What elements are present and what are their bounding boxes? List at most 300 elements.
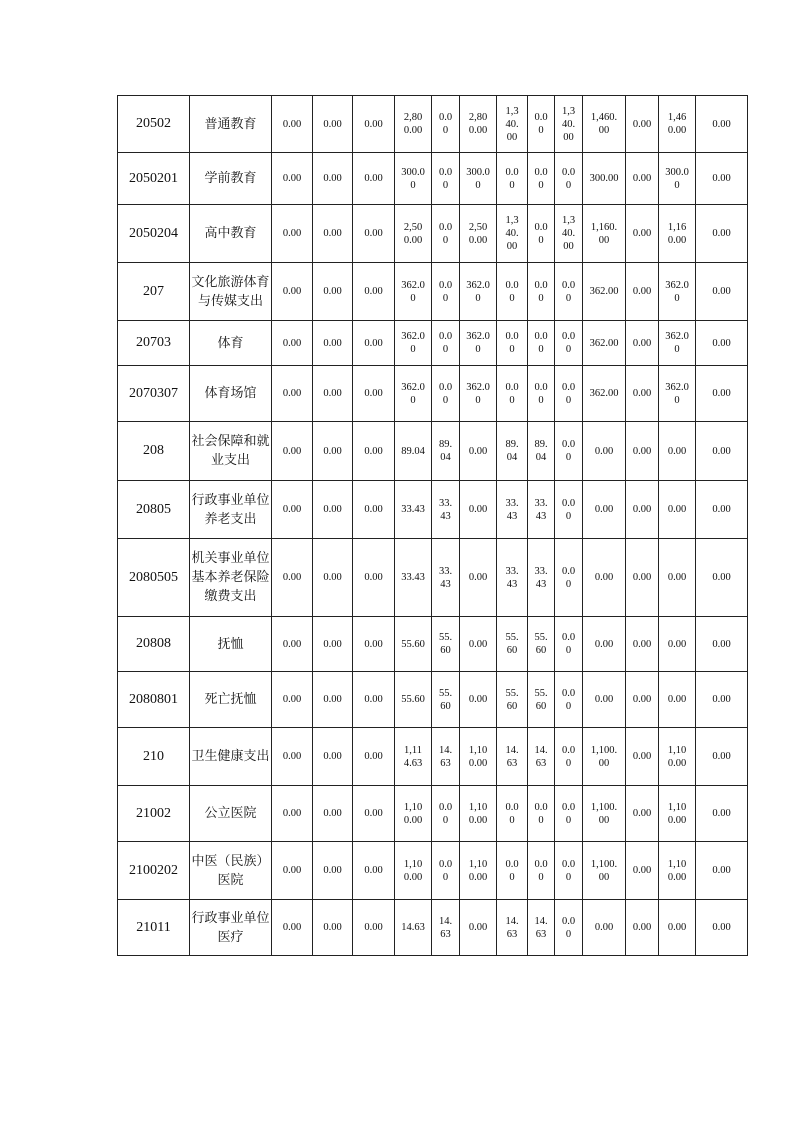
amount-value: 1,100.00 — [468, 858, 488, 883]
amount-value: 0.00 — [712, 922, 731, 933]
subject-code-cell: 2070307 — [118, 366, 190, 422]
amount-value: 362.00 — [466, 331, 490, 355]
amount-cell — [626, 900, 659, 956]
amount-value: 0.00 — [364, 694, 383, 705]
amount-cell — [528, 539, 555, 617]
amount-cell — [583, 96, 626, 153]
amount-cell — [313, 786, 353, 842]
amount-value: 0.00 — [632, 751, 652, 762]
amount-cell — [626, 672, 659, 728]
amount-cell — [395, 617, 432, 672]
amount-cell — [353, 481, 395, 539]
amount-value: 0.00 — [468, 572, 488, 583]
amount-cell — [272, 786, 313, 842]
amount-value: 0.00 — [561, 744, 576, 769]
amount-cell — [528, 728, 555, 786]
amount-value: 0.00 — [364, 504, 383, 515]
amount-cell — [555, 786, 583, 842]
amount-value: 362.00 — [401, 279, 425, 304]
subject-code-cell: 20502 — [118, 96, 190, 153]
table-row — [118, 842, 748, 900]
amount-cell — [460, 539, 497, 617]
amount-value: 0.00 — [534, 112, 548, 136]
amount-cell — [313, 366, 353, 422]
amount-cell — [555, 617, 583, 672]
amount-value: 300.00 — [665, 166, 689, 191]
amount-cell — [555, 321, 583, 366]
amount-cell — [313, 205, 353, 263]
amount-value: 0.00 — [561, 915, 576, 940]
amount-value: 0.00 — [323, 504, 342, 515]
amount-cell — [432, 672, 460, 728]
amount-cell — [528, 96, 555, 153]
amount-value: 14.63 — [505, 744, 519, 769]
amount-cell — [497, 617, 528, 672]
amount-value: 0.00 — [561, 381, 576, 406]
amount-cell — [555, 728, 583, 786]
amount-cell — [659, 842, 696, 900]
amount-value: 0.00 — [632, 228, 652, 239]
subject-code-cell: 2050201 — [118, 153, 190, 205]
amount-cell — [432, 728, 460, 786]
amount-value: 0.00 — [594, 638, 614, 650]
amount-value: 14.63 — [505, 915, 519, 940]
amount-value: 0.00 — [594, 572, 614, 583]
amount-value: 0.00 — [364, 865, 383, 876]
amount-cell — [528, 422, 555, 481]
subject-code-cell: 2080505 — [118, 539, 190, 617]
amount-value: 0.00 — [505, 801, 519, 826]
amount-value: 89.04 — [534, 439, 548, 463]
amount-value: 0.00 — [632, 445, 652, 457]
amount-value: 1,340.00 — [561, 215, 576, 252]
amount-value: 0.00 — [282, 388, 302, 399]
amount-value: 55.60 — [505, 687, 519, 712]
amount-value: 0.00 — [594, 922, 614, 933]
amount-cell — [626, 539, 659, 617]
amount-value: 1,100.00 — [590, 858, 618, 883]
amount-value: 0.00 — [323, 694, 342, 705]
amount-value: 0.00 — [632, 922, 652, 933]
amount-value: 0.00 — [438, 381, 453, 406]
amount-cell — [272, 672, 313, 728]
table-row — [118, 153, 748, 205]
amount-cell — [497, 366, 528, 422]
amount-cell — [460, 153, 497, 205]
amount-value: 0.00 — [282, 808, 302, 819]
amount-value: 0.00 — [438, 801, 453, 826]
amount-cell — [626, 481, 659, 539]
amount-cell — [528, 153, 555, 205]
amount-value: 0.00 — [323, 572, 342, 583]
amount-value: 0.00 — [534, 381, 548, 406]
amount-cell — [696, 728, 748, 786]
amount-cell — [626, 263, 659, 321]
amount-cell — [659, 96, 696, 153]
amount-value: 362.00 — [589, 337, 619, 349]
table-row — [118, 422, 748, 481]
amount-value: 0.00 — [282, 694, 302, 705]
amount-cell — [395, 96, 432, 153]
amount-value: 2,500.00 — [403, 221, 423, 246]
amount-value: 0.00 — [534, 279, 548, 304]
amount-value: 0.00 — [282, 337, 302, 349]
amount-value: 0.00 — [534, 801, 548, 826]
table-row — [118, 481, 748, 539]
amount-cell — [432, 422, 460, 481]
amount-value: 0.00 — [632, 173, 652, 184]
amount-value: 0.00 — [534, 858, 548, 883]
amount-value: 33.43 — [438, 497, 453, 522]
amount-value: 362.00 — [401, 381, 425, 406]
table-row — [118, 321, 748, 366]
amount-cell — [583, 900, 626, 956]
amount-value: 33.43 — [438, 565, 453, 590]
amount-cell — [659, 422, 696, 481]
amount-cell — [272, 481, 313, 539]
amount-cell — [460, 617, 497, 672]
amount-cell — [696, 422, 748, 481]
amount-value: 1,340.00 — [505, 215, 519, 252]
amount-cell — [696, 617, 748, 672]
amount-cell — [460, 321, 497, 366]
amount-value: 362.00 — [665, 279, 689, 304]
amount-value: 0.00 — [323, 173, 342, 184]
amount-cell — [659, 321, 696, 366]
amount-cell — [395, 539, 432, 617]
amount-value: 0.00 — [712, 337, 731, 349]
amount-cell — [460, 263, 497, 321]
amount-value: 0.00 — [534, 221, 548, 246]
subject-name-cell: 社会保障和就业支出 — [190, 422, 272, 481]
amount-value: 1,460.00 — [590, 112, 618, 136]
amount-cell — [696, 321, 748, 366]
amount-value: 0.00 — [712, 638, 731, 650]
amount-value: 0.00 — [282, 228, 302, 239]
amount-cell — [528, 900, 555, 956]
amount-value: 0.00 — [364, 337, 383, 349]
amount-value: 0.00 — [282, 445, 302, 457]
amount-cell — [272, 842, 313, 900]
amount-value: 33.43 — [401, 572, 425, 583]
amount-cell — [460, 900, 497, 956]
amount-value: 55.60 — [534, 632, 548, 656]
amount-value: 0.00 — [505, 279, 519, 304]
amount-cell — [497, 422, 528, 481]
amount-cell — [626, 205, 659, 263]
amount-cell — [272, 617, 313, 672]
amount-cell — [432, 786, 460, 842]
amount-value: 0.00 — [364, 808, 383, 819]
amount-cell — [497, 728, 528, 786]
amount-cell — [626, 786, 659, 842]
amount-cell — [460, 672, 497, 728]
amount-cell — [353, 366, 395, 422]
amount-cell — [528, 672, 555, 728]
amount-cell — [626, 366, 659, 422]
amount-cell — [432, 321, 460, 366]
amount-value: 2,800.00 — [468, 112, 488, 136]
amount-value: 0.00 — [282, 118, 302, 130]
amount-value: 33.43 — [505, 497, 519, 522]
amount-cell — [313, 672, 353, 728]
amount-cell — [497, 672, 528, 728]
amount-value: 0.00 — [364, 286, 383, 297]
amount-value: 0.00 — [364, 173, 383, 184]
amount-value: 0.00 — [323, 808, 342, 819]
amount-value: 33.43 — [534, 565, 548, 590]
amount-cell — [583, 366, 626, 422]
amount-value: 1,100.00 — [667, 744, 687, 769]
amount-cell — [555, 205, 583, 263]
amount-cell — [395, 672, 432, 728]
amount-cell — [626, 321, 659, 366]
amount-value: 55.60 — [401, 694, 425, 705]
amount-value: 0.00 — [561, 331, 576, 355]
amount-value: 0.00 — [364, 751, 383, 762]
amount-value: 0.00 — [282, 173, 302, 184]
amount-value: 0.00 — [712, 445, 731, 457]
subject-code-cell: 2100202 — [118, 842, 190, 900]
amount-cell — [626, 728, 659, 786]
amount-value: 0.00 — [323, 922, 342, 933]
amount-value: 0.00 — [534, 331, 548, 355]
amount-value: 33.43 — [401, 504, 425, 515]
subject-code-cell: 21011 — [118, 900, 190, 956]
amount-value: 0.00 — [561, 279, 576, 304]
amount-value: 0.00 — [282, 751, 302, 762]
amount-value: 0.00 — [561, 439, 576, 463]
amount-cell — [313, 842, 353, 900]
amount-value: 0.00 — [438, 221, 453, 246]
amount-value: 0.00 — [468, 445, 488, 457]
table-row — [118, 205, 748, 263]
amount-value: 0.00 — [632, 286, 652, 297]
amount-value: 0.00 — [364, 638, 383, 650]
amount-cell — [353, 263, 395, 321]
amount-cell — [659, 205, 696, 263]
amount-value: 0.00 — [505, 331, 519, 355]
amount-cell — [313, 422, 353, 481]
amount-cell — [432, 481, 460, 539]
amount-cell — [528, 786, 555, 842]
amount-cell — [659, 786, 696, 842]
amount-value: 0.00 — [712, 118, 731, 130]
amount-cell — [583, 539, 626, 617]
amount-value: 0.00 — [282, 286, 302, 297]
amount-value: 0.00 — [632, 118, 652, 130]
amount-cell — [313, 263, 353, 321]
amount-value: 0.00 — [282, 865, 302, 876]
amount-cell — [395, 422, 432, 481]
amount-cell — [313, 539, 353, 617]
amount-cell — [395, 481, 432, 539]
amount-value: 1,340.00 — [561, 105, 576, 143]
amount-cell — [555, 481, 583, 539]
amount-value: 0.00 — [323, 118, 342, 130]
amount-cell — [460, 205, 497, 263]
subject-name-cell: 公立医院 — [190, 786, 272, 842]
amount-value: 0.00 — [561, 565, 576, 590]
amount-cell — [528, 481, 555, 539]
amount-value: 0.00 — [364, 118, 383, 130]
amount-value: 1,100.00 — [468, 744, 488, 769]
amount-cell — [555, 539, 583, 617]
amount-cell — [583, 617, 626, 672]
subject-name-cell: 体育 — [190, 321, 272, 366]
amount-cell — [659, 900, 696, 956]
amount-cell — [272, 321, 313, 366]
amount-value: 14.63 — [534, 744, 548, 769]
amount-value: 0.00 — [712, 388, 731, 399]
amount-value: 0.00 — [632, 572, 652, 583]
subject-name-cell: 高中教育 — [190, 205, 272, 263]
amount-cell — [555, 900, 583, 956]
amount-cell — [353, 321, 395, 366]
amount-cell — [528, 321, 555, 366]
amount-cell — [555, 366, 583, 422]
amount-cell — [583, 263, 626, 321]
amount-cell — [353, 786, 395, 842]
amount-value: 55.60 — [534, 687, 548, 712]
budget-expenditure-table — [117, 95, 748, 956]
amount-value: 2,800.00 — [403, 112, 423, 136]
amount-value: 0.00 — [323, 286, 342, 297]
amount-cell — [353, 422, 395, 481]
table-row — [118, 786, 748, 842]
amount-value: 89.04 — [401, 445, 425, 457]
amount-value: 33.43 — [505, 565, 519, 590]
table-row — [118, 672, 748, 728]
amount-cell — [696, 96, 748, 153]
amount-cell — [528, 617, 555, 672]
amount-value: 0.00 — [632, 504, 652, 515]
amount-value: 0.00 — [712, 808, 731, 819]
amount-value: 0.00 — [667, 638, 687, 650]
amount-value: 0.00 — [712, 228, 731, 239]
amount-value: 0.00 — [561, 687, 576, 712]
amount-cell — [432, 842, 460, 900]
amount-cell — [696, 842, 748, 900]
amount-value: 55.60 — [505, 632, 519, 656]
amount-value: 55.60 — [438, 632, 453, 656]
amount-value: 300.00 — [466, 166, 490, 191]
amount-value: 0.00 — [323, 638, 342, 650]
amount-cell — [313, 481, 353, 539]
amount-cell — [659, 481, 696, 539]
amount-cell — [696, 481, 748, 539]
amount-cell — [460, 728, 497, 786]
amount-cell — [497, 263, 528, 321]
amount-cell — [353, 96, 395, 153]
amount-value: 1,460.00 — [667, 112, 687, 136]
amount-value: 362.00 — [589, 286, 619, 297]
table-row — [118, 617, 748, 672]
amount-value: 2,500.00 — [468, 221, 488, 246]
amount-cell — [313, 96, 353, 153]
subject-name-cell: 行政事业单位医疗 — [190, 900, 272, 956]
amount-value: 0.00 — [323, 751, 342, 762]
amount-value: 0.00 — [323, 228, 342, 239]
amount-cell — [696, 366, 748, 422]
amount-cell — [555, 422, 583, 481]
amount-value: 1,100.00 — [468, 801, 488, 826]
amount-value: 362.00 — [466, 381, 490, 406]
amount-cell — [528, 263, 555, 321]
amount-cell — [395, 366, 432, 422]
table-row — [118, 539, 748, 617]
amount-value: 0.00 — [561, 801, 576, 826]
amount-value: 0.00 — [667, 694, 687, 705]
amount-cell — [395, 842, 432, 900]
amount-value: 0.00 — [561, 497, 576, 522]
amount-cell — [497, 481, 528, 539]
amount-value: 89.04 — [505, 439, 519, 463]
amount-cell — [497, 96, 528, 153]
amount-cell — [696, 786, 748, 842]
amount-value: 0.00 — [632, 865, 652, 876]
subject-name-cell: 卫生健康支出 — [190, 728, 272, 786]
amount-value: 0.00 — [534, 166, 548, 191]
amount-value: 0.00 — [712, 173, 731, 184]
amount-cell — [395, 263, 432, 321]
amount-cell — [497, 900, 528, 956]
amount-cell — [626, 422, 659, 481]
amount-cell — [313, 153, 353, 205]
amount-value: 0.00 — [282, 638, 302, 650]
subject-code-cell: 207 — [118, 263, 190, 321]
amount-cell — [460, 96, 497, 153]
subject-name-cell: 学前教育 — [190, 153, 272, 205]
amount-cell — [555, 842, 583, 900]
amount-cell — [313, 900, 353, 956]
amount-value: 1,160.00 — [667, 221, 687, 246]
amount-value: 1,100.00 — [667, 801, 687, 826]
amount-cell — [583, 321, 626, 366]
amount-cell — [497, 842, 528, 900]
amount-cell — [583, 153, 626, 205]
amount-value: 89.04 — [438, 439, 453, 463]
table-row — [118, 96, 748, 153]
amount-cell — [432, 96, 460, 153]
amount-cell — [583, 672, 626, 728]
amount-cell — [659, 672, 696, 728]
amount-value: 0.00 — [468, 694, 488, 705]
amount-cell — [272, 422, 313, 481]
table-row — [118, 366, 748, 422]
amount-cell — [696, 672, 748, 728]
amount-value: 14.63 — [401, 922, 425, 933]
amount-value: 0.00 — [364, 388, 383, 399]
amount-cell — [353, 153, 395, 205]
amount-cell — [313, 321, 353, 366]
amount-cell — [659, 617, 696, 672]
subject-name-cell: 机关事业单位基本养老保险缴费支出 — [190, 539, 272, 617]
amount-value: 14.63 — [438, 915, 453, 940]
amount-value: 0.00 — [364, 445, 383, 457]
amount-cell — [626, 153, 659, 205]
amount-value: 33.43 — [534, 497, 548, 522]
amount-cell — [583, 205, 626, 263]
amount-value: 0.00 — [561, 166, 576, 191]
amount-value: 0.00 — [468, 922, 488, 933]
amount-cell — [497, 321, 528, 366]
amount-cell — [659, 153, 696, 205]
amount-value: 300.00 — [401, 166, 425, 191]
amount-cell — [528, 205, 555, 263]
amount-value: 1,100.00 — [403, 801, 423, 826]
amount-value: 0.00 — [561, 858, 576, 883]
